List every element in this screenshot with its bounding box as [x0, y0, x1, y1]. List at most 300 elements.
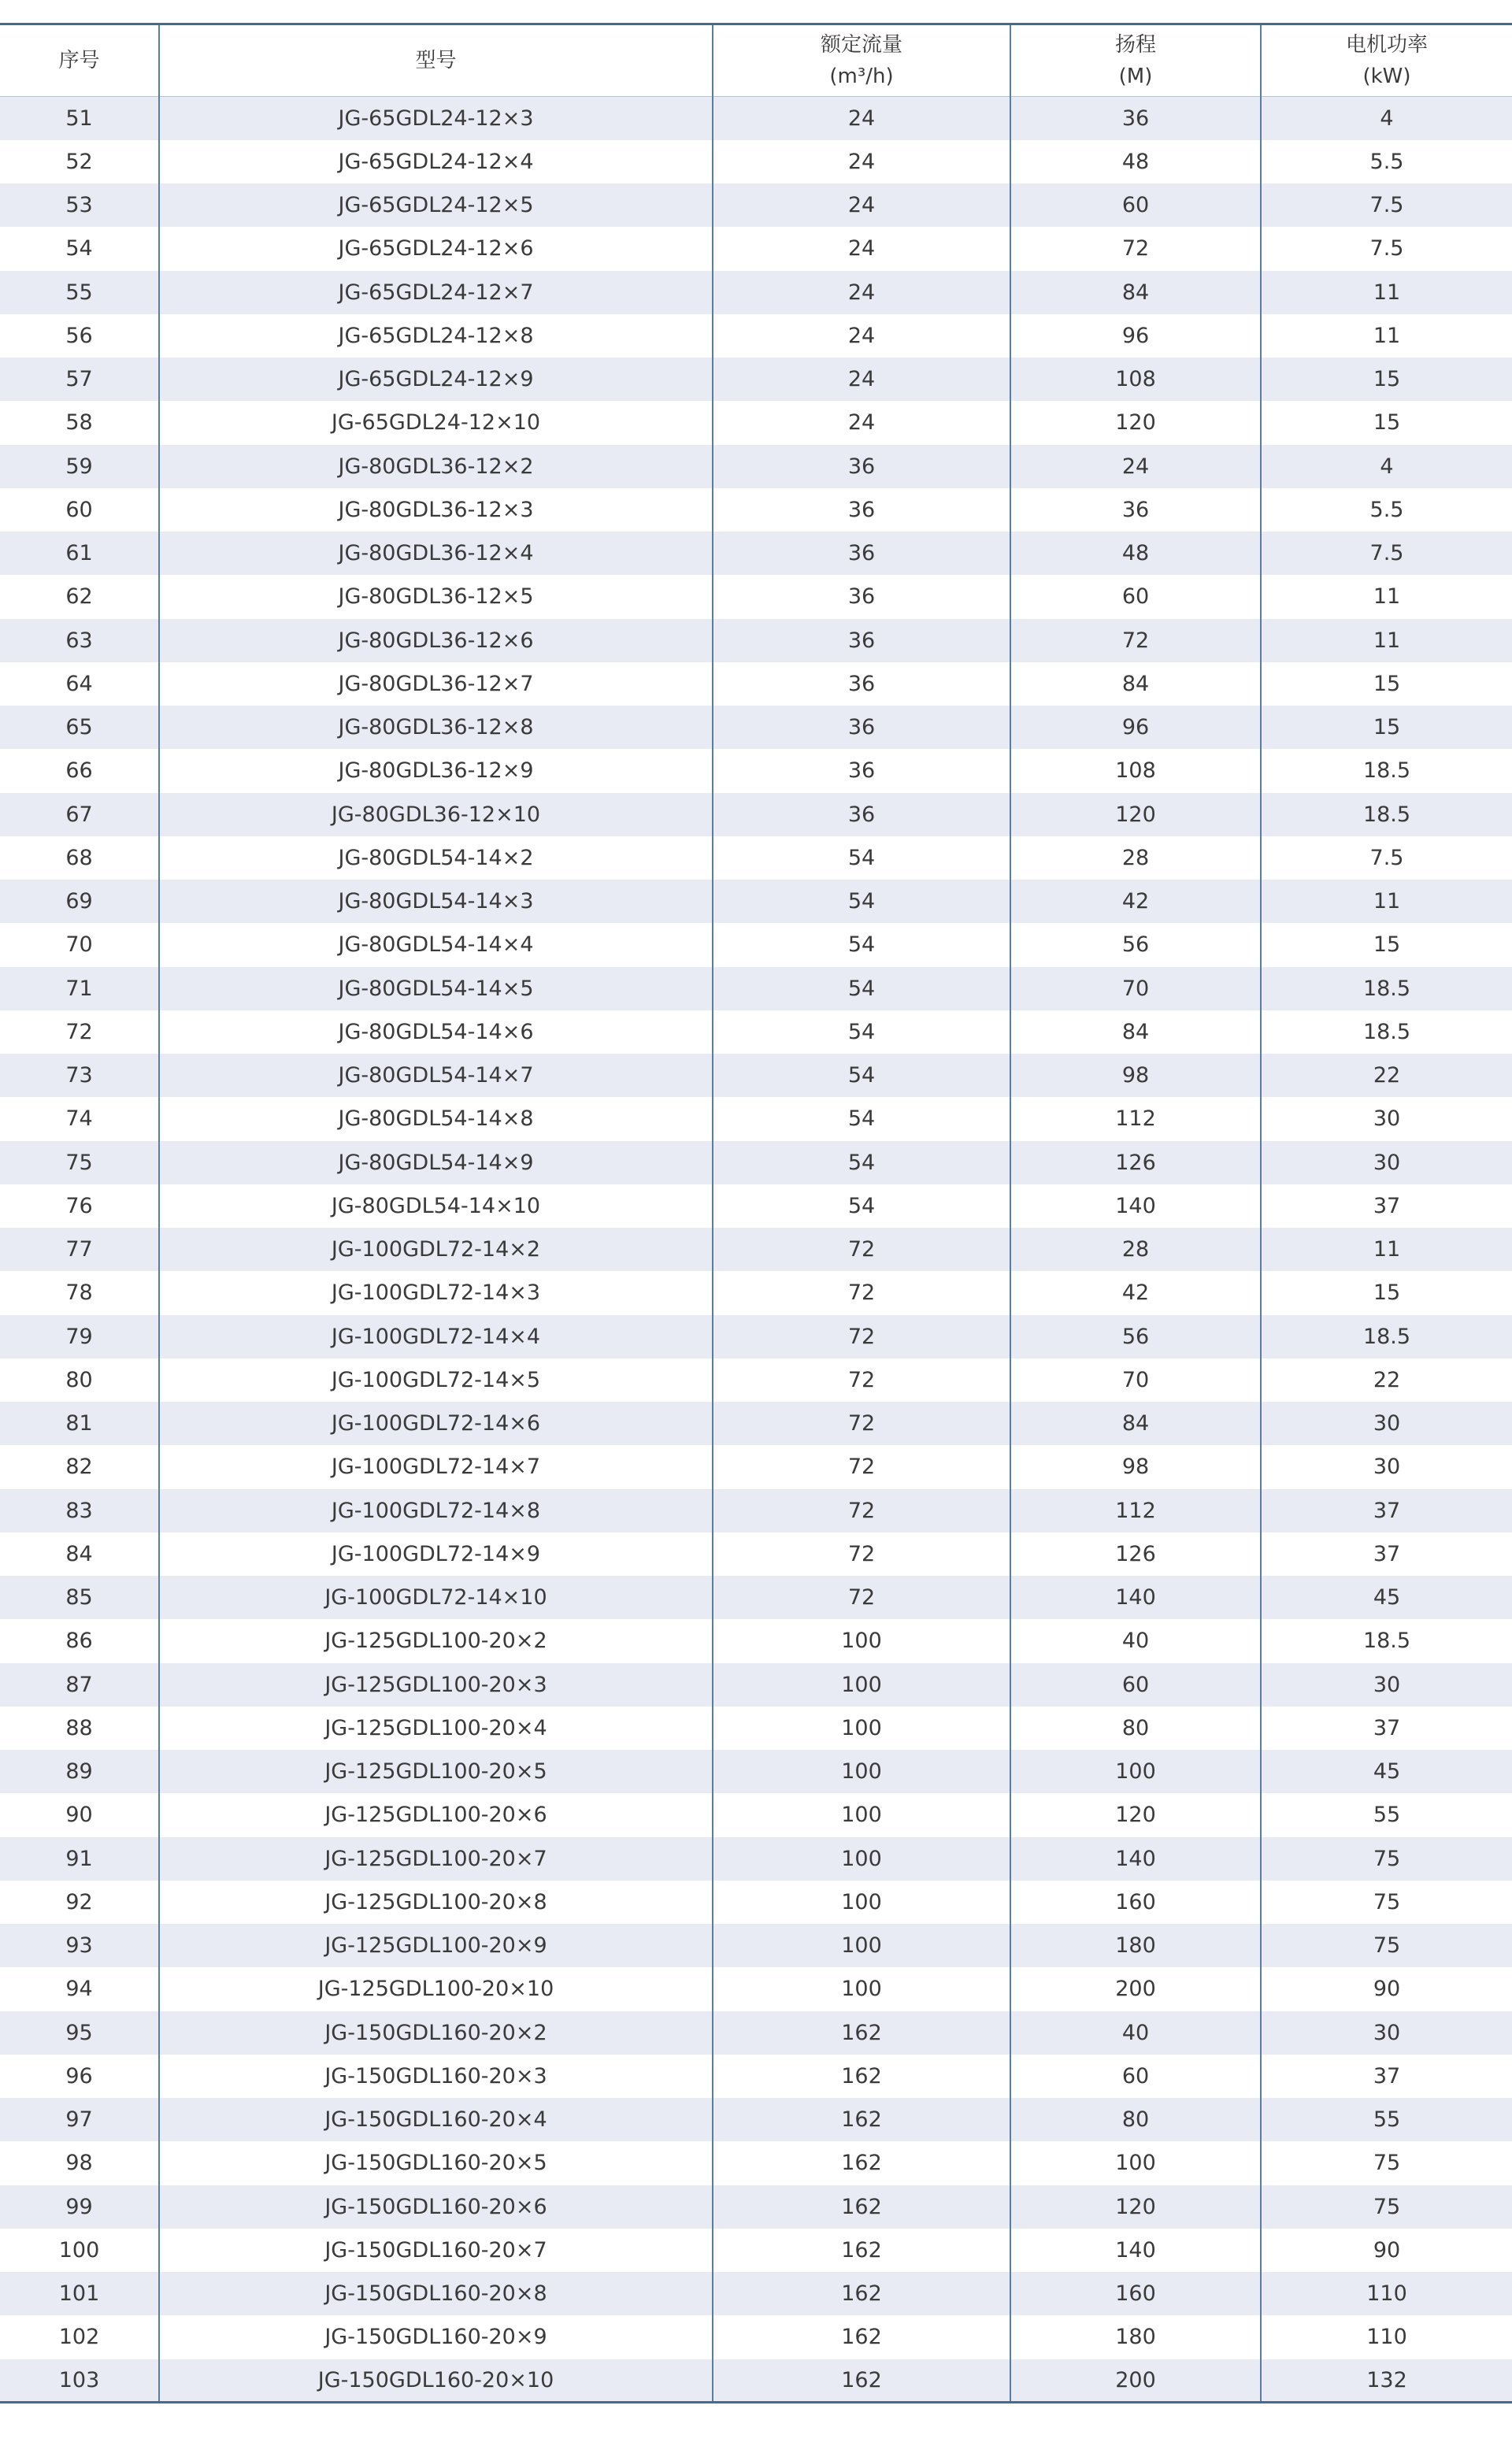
seq-cell: 99	[0, 2185, 159, 2229]
table-row	[0, 1967, 1512, 2011]
model-cell: JG-80GDL54-14×2	[159, 836, 713, 880]
flow-cell: 54	[713, 1141, 1010, 1184]
table-row	[0, 923, 1512, 966]
power-cell: 7.5	[1261, 836, 1512, 880]
seq-cell: 55	[0, 271, 159, 314]
flow-cell: 54	[713, 1054, 1010, 1097]
model-cell: JG-125GDL100-20×9	[159, 1924, 713, 1967]
head-cell: 140	[1010, 2229, 1261, 2272]
power-cell: 22	[1261, 1054, 1512, 1097]
table-row	[0, 1837, 1512, 1881]
seq-cell: 89	[0, 1750, 159, 1793]
table-row	[0, 140, 1512, 183]
power-cell: 18.5	[1261, 967, 1512, 1010]
table-row	[0, 2011, 1512, 2055]
flow-cell: 72	[713, 1445, 1010, 1488]
head-cell: 40	[1010, 1619, 1261, 1662]
table-row	[0, 1532, 1512, 1576]
model-cell: JG-125GDL100-20×7	[159, 1837, 713, 1881]
flow-cell: 54	[713, 923, 1010, 966]
flow-cell: 100	[713, 1663, 1010, 1707]
seq-cell: 95	[0, 2011, 159, 2055]
model-cell: JG-100GDL72-14×9	[159, 1532, 713, 1576]
flow-cell: 36	[713, 793, 1010, 836]
model-cell: JG-150GDL160-20×7	[159, 2229, 713, 2272]
flow-cell: 36	[713, 532, 1010, 575]
model-cell: JG-65GDL24-12×5	[159, 183, 713, 227]
table-row	[0, 314, 1512, 358]
table-row	[0, 1489, 1512, 1532]
seq-cell: 88	[0, 1707, 159, 1750]
head-cell: 42	[1010, 880, 1261, 923]
seq-cell: 100	[0, 2229, 159, 2272]
model-cell: JG-80GDL54-14×8	[159, 1097, 713, 1140]
model-cell: JG-100GDL72-14×7	[159, 1445, 713, 1488]
seq-cell: 87	[0, 1663, 159, 1707]
table-row	[0, 2315, 1512, 2359]
power-cell: 132	[1261, 2359, 1512, 2403]
model-cell: JG-100GDL72-14×8	[159, 1489, 713, 1532]
head-cell: 140	[1010, 1184, 1261, 1228]
model-cell: JG-150GDL160-20×3	[159, 2055, 713, 2098]
power-cell: 15	[1261, 358, 1512, 401]
seq-cell: 102	[0, 2315, 159, 2359]
seq-cell: 69	[0, 880, 159, 923]
table-row	[0, 2055, 1512, 2098]
power-cell: 45	[1261, 1750, 1512, 1793]
power-cell: 11	[1261, 619, 1512, 662]
model-cell: JG-65GDL24-12×9	[159, 358, 713, 401]
head-cell: 28	[1010, 836, 1261, 880]
seq-cell: 94	[0, 1967, 159, 2011]
table-row	[0, 227, 1512, 270]
seq-cell: 85	[0, 1576, 159, 1619]
head-cell: 36	[1010, 97, 1261, 140]
table-row	[0, 1793, 1512, 1836]
table-row	[0, 1707, 1512, 1750]
flow-cell: 54	[713, 836, 1010, 880]
flow-cell: 54	[713, 1184, 1010, 1228]
model-cell: JG-150GDL160-20×6	[159, 2185, 713, 2229]
flow-cell: 54	[713, 880, 1010, 923]
head-cell: 24	[1010, 445, 1261, 488]
table-row	[0, 401, 1512, 444]
power-cell: 11	[1261, 1228, 1512, 1271]
flow-cell: 100	[713, 1750, 1010, 1793]
head-cell: 84	[1010, 1010, 1261, 1054]
table-row	[0, 706, 1512, 749]
head-cell: 112	[1010, 1489, 1261, 1532]
model-cell: JG-80GDL36-12×9	[159, 749, 713, 792]
table-row	[0, 1141, 1512, 1184]
table-row	[0, 749, 1512, 792]
table-row	[0, 1054, 1512, 1097]
seq-cell: 91	[0, 1837, 159, 1881]
head-cell: 126	[1010, 1141, 1261, 1184]
table-row	[0, 488, 1512, 532]
pump-spec-table	[0, 23, 1512, 2403]
flow-cell: 54	[713, 1097, 1010, 1140]
power-cell: 90	[1261, 2229, 1512, 2272]
head-cell: 160	[1010, 2272, 1261, 2315]
header-power	[1261, 24, 1512, 97]
flow-cell: 36	[713, 662, 1010, 706]
head-cell: 108	[1010, 749, 1261, 792]
table-row	[0, 97, 1512, 140]
flow-cell: 162	[713, 2359, 1010, 2403]
seq-cell: 71	[0, 967, 159, 1010]
seq-cell: 68	[0, 836, 159, 880]
power-cell: 37	[1261, 1489, 1512, 1532]
header-head	[1010, 24, 1261, 97]
model-cell: JG-100GDL72-14×10	[159, 1576, 713, 1619]
head-cell: 60	[1010, 1663, 1261, 1707]
table-row	[0, 2229, 1512, 2272]
flow-cell: 162	[713, 2141, 1010, 2185]
model-cell: JG-150GDL160-20×8	[159, 2272, 713, 2315]
head-cell: 80	[1010, 2098, 1261, 2141]
head-cell: 48	[1010, 532, 1261, 575]
model-cell: JG-150GDL160-20×2	[159, 2011, 713, 2055]
seq-cell: 80	[0, 1358, 159, 1402]
head-cell: 108	[1010, 358, 1261, 401]
power-cell: 75	[1261, 2141, 1512, 2185]
head-cell: 28	[1010, 1228, 1261, 1271]
header-model	[159, 24, 713, 97]
table-row	[0, 2272, 1512, 2315]
power-cell: 18.5	[1261, 1619, 1512, 1662]
power-cell: 7.5	[1261, 227, 1512, 270]
header-power-unit: (kW)	[1362, 65, 1411, 88]
head-cell: 120	[1010, 793, 1261, 836]
flow-cell: 162	[713, 2272, 1010, 2315]
power-cell: 15	[1261, 662, 1512, 706]
table-row	[0, 2359, 1512, 2403]
model-cell: JG-125GDL100-20×6	[159, 1793, 713, 1836]
seq-cell: 54	[0, 227, 159, 270]
model-cell: JG-150GDL160-20×4	[159, 2098, 713, 2141]
power-cell: 75	[1261, 1837, 1512, 1881]
flow-cell: 24	[713, 314, 1010, 358]
header-model-label: 型号	[415, 49, 457, 72]
model-cell: JG-65GDL24-12×3	[159, 97, 713, 140]
head-cell: 84	[1010, 662, 1261, 706]
flow-cell: 100	[713, 1619, 1010, 1662]
power-cell: 22	[1261, 1358, 1512, 1402]
flow-cell: 100	[713, 1707, 1010, 1750]
head-cell: 36	[1010, 488, 1261, 532]
power-cell: 55	[1261, 2098, 1512, 2141]
flow-cell: 162	[713, 2185, 1010, 2229]
seq-cell: 79	[0, 1315, 159, 1358]
power-cell: 7.5	[1261, 183, 1512, 227]
table-row	[0, 619, 1512, 662]
power-cell: 30	[1261, 1141, 1512, 1184]
head-cell: 200	[1010, 1967, 1261, 2011]
seq-cell: 74	[0, 1097, 159, 1140]
flow-cell: 24	[713, 401, 1010, 444]
head-cell: 96	[1010, 706, 1261, 749]
power-cell: 37	[1261, 1707, 1512, 1750]
power-cell: 5.5	[1261, 140, 1512, 183]
seq-cell: 56	[0, 314, 159, 358]
head-cell: 98	[1010, 1054, 1261, 1097]
flow-cell: 72	[713, 1271, 1010, 1314]
table-row	[0, 967, 1512, 1010]
seq-cell: 62	[0, 575, 159, 618]
table-row	[0, 445, 1512, 488]
model-cell: JG-80GDL54-14×7	[159, 1054, 713, 1097]
head-cell: 40	[1010, 2011, 1261, 2055]
table-row	[0, 880, 1512, 923]
head-cell: 48	[1010, 140, 1261, 183]
seq-cell: 81	[0, 1402, 159, 1445]
head-cell: 126	[1010, 1532, 1261, 1576]
table-row	[0, 532, 1512, 575]
seq-cell: 51	[0, 97, 159, 140]
model-cell: JG-80GDL36-12×8	[159, 706, 713, 749]
head-cell: 120	[1010, 1793, 1261, 1836]
seq-cell: 78	[0, 1271, 159, 1314]
flow-cell: 162	[713, 2098, 1010, 2141]
seq-cell: 82	[0, 1445, 159, 1488]
seq-cell: 73	[0, 1054, 159, 1097]
head-cell: 42	[1010, 1271, 1261, 1314]
head-cell: 200	[1010, 2359, 1261, 2403]
head-cell: 80	[1010, 1707, 1261, 1750]
model-cell: JG-80GDL54-14×9	[159, 1141, 713, 1184]
seq-cell: 86	[0, 1619, 159, 1662]
seq-cell: 83	[0, 1489, 159, 1532]
model-cell: JG-150GDL160-20×5	[159, 2141, 713, 2185]
model-cell: JG-80GDL36-12×7	[159, 662, 713, 706]
flow-cell: 100	[713, 1881, 1010, 1924]
header-row	[0, 24, 1512, 97]
model-cell: JG-65GDL24-12×6	[159, 227, 713, 270]
model-cell: JG-80GDL36-12×4	[159, 532, 713, 575]
seq-cell: 76	[0, 1184, 159, 1228]
flow-cell: 36	[713, 445, 1010, 488]
head-cell: 180	[1010, 2315, 1261, 2359]
seq-cell: 75	[0, 1141, 159, 1184]
seq-cell: 65	[0, 706, 159, 749]
model-cell: JG-100GDL72-14×4	[159, 1315, 713, 1358]
head-cell: 96	[1010, 314, 1261, 358]
seq-cell: 101	[0, 2272, 159, 2315]
power-cell: 15	[1261, 401, 1512, 444]
power-cell: 110	[1261, 2315, 1512, 2359]
seq-cell: 57	[0, 358, 159, 401]
model-cell: JG-80GDL54-14×6	[159, 1010, 713, 1054]
table-row	[0, 1619, 1512, 1662]
head-cell: 60	[1010, 183, 1261, 227]
power-cell: 75	[1261, 1881, 1512, 1924]
flow-cell: 24	[713, 97, 1010, 140]
flow-cell: 36	[713, 488, 1010, 532]
head-cell: 70	[1010, 967, 1261, 1010]
head-cell: 100	[1010, 1750, 1261, 1793]
power-cell: 37	[1261, 2055, 1512, 2098]
head-cell: 70	[1010, 1358, 1261, 1402]
head-cell: 120	[1010, 401, 1261, 444]
flow-cell: 24	[713, 140, 1010, 183]
seq-cell: 64	[0, 662, 159, 706]
header-seq-label: 序号	[58, 49, 100, 72]
table-body	[0, 97, 1512, 2403]
table-row	[0, 1576, 1512, 1619]
table-row	[0, 836, 1512, 880]
model-cell: JG-125GDL100-20×5	[159, 1750, 713, 1793]
flow-cell: 36	[713, 706, 1010, 749]
head-cell: 112	[1010, 1097, 1261, 1140]
power-cell: 90	[1261, 1967, 1512, 2011]
header-head-unit: (M)	[1118, 65, 1153, 88]
flow-cell: 24	[713, 271, 1010, 314]
model-cell: JG-65GDL24-12×7	[159, 271, 713, 314]
power-cell: 30	[1261, 1663, 1512, 1707]
flow-cell: 54	[713, 1010, 1010, 1054]
table-row	[0, 1924, 1512, 1967]
table-row	[0, 1184, 1512, 1228]
seq-cell: 66	[0, 749, 159, 792]
seq-cell: 98	[0, 2141, 159, 2185]
table-row	[0, 1750, 1512, 1793]
model-cell: JG-65GDL24-12×4	[159, 140, 713, 183]
table-row	[0, 575, 1512, 618]
header-power-label: 电机功率	[1345, 33, 1428, 57]
model-cell: JG-80GDL36-12×2	[159, 445, 713, 488]
model-cell: JG-80GDL54-14×3	[159, 880, 713, 923]
head-cell: 120	[1010, 2185, 1261, 2229]
power-cell: 30	[1261, 1445, 1512, 1488]
flow-cell: 100	[713, 1967, 1010, 2011]
model-cell: JG-150GDL160-20×10	[159, 2359, 713, 2403]
flow-cell: 162	[713, 2315, 1010, 2359]
power-cell: 4	[1261, 97, 1512, 140]
head-cell: 56	[1010, 923, 1261, 966]
head-cell: 98	[1010, 1445, 1261, 1488]
power-cell: 11	[1261, 271, 1512, 314]
model-cell: JG-65GDL24-12×8	[159, 314, 713, 358]
head-cell: 72	[1010, 227, 1261, 270]
flow-cell: 162	[713, 2011, 1010, 2055]
header-head-label: 扬程	[1114, 33, 1156, 57]
flow-cell: 72	[713, 1576, 1010, 1619]
model-cell: JG-65GDL24-12×10	[159, 401, 713, 444]
seq-cell: 59	[0, 445, 159, 488]
header-flow-unit: (m³/h)	[829, 65, 894, 88]
model-cell: JG-100GDL72-14×5	[159, 1358, 713, 1402]
power-cell: 18.5	[1261, 749, 1512, 792]
table-row	[0, 1402, 1512, 1445]
table-row	[0, 1663, 1512, 1707]
table-row	[0, 271, 1512, 314]
seq-cell: 92	[0, 1881, 159, 1924]
seq-cell: 103	[0, 2359, 159, 2403]
table-row	[0, 183, 1512, 227]
power-cell: 30	[1261, 1097, 1512, 1140]
table-row	[0, 1228, 1512, 1271]
head-cell: 60	[1010, 575, 1261, 618]
power-cell: 45	[1261, 1576, 1512, 1619]
head-cell: 56	[1010, 1315, 1261, 1358]
seq-cell: 67	[0, 793, 159, 836]
header-seq	[0, 24, 159, 97]
seq-cell: 84	[0, 1532, 159, 1576]
table-row	[0, 2185, 1512, 2229]
model-cell: JG-80GDL36-12×10	[159, 793, 713, 836]
head-cell: 160	[1010, 1881, 1261, 1924]
pump-spec-sheet	[0, 23, 1512, 2403]
model-cell: JG-80GDL54-14×10	[159, 1184, 713, 1228]
flow-cell: 72	[713, 1228, 1010, 1271]
flow-cell: 24	[713, 227, 1010, 270]
table-row	[0, 1358, 1512, 1402]
flow-cell: 72	[713, 1402, 1010, 1445]
flow-cell: 162	[713, 2229, 1010, 2272]
flow-cell: 72	[713, 1489, 1010, 1532]
seq-cell: 96	[0, 2055, 159, 2098]
power-cell: 75	[1261, 2185, 1512, 2229]
model-cell: JG-125GDL100-20×2	[159, 1619, 713, 1662]
table-row	[0, 1881, 1512, 1924]
flow-cell: 162	[713, 2055, 1010, 2098]
power-cell: 55	[1261, 1793, 1512, 1836]
power-cell: 18.5	[1261, 1010, 1512, 1054]
flow-cell: 24	[713, 358, 1010, 401]
seq-cell: 60	[0, 488, 159, 532]
model-cell: JG-100GDL72-14×2	[159, 1228, 713, 1271]
seq-cell: 53	[0, 183, 159, 227]
flow-cell: 54	[713, 967, 1010, 1010]
power-cell: 110	[1261, 2272, 1512, 2315]
flow-cell: 36	[713, 575, 1010, 618]
model-cell: JG-80GDL54-14×4	[159, 923, 713, 966]
seq-cell: 58	[0, 401, 159, 444]
power-cell: 11	[1261, 575, 1512, 618]
seq-cell: 77	[0, 1228, 159, 1271]
model-cell: JG-80GDL36-12×5	[159, 575, 713, 618]
power-cell: 11	[1261, 314, 1512, 358]
model-cell: JG-80GDL36-12×3	[159, 488, 713, 532]
model-cell: JG-100GDL72-14×6	[159, 1402, 713, 1445]
model-cell: JG-80GDL54-14×5	[159, 967, 713, 1010]
table-row	[0, 793, 1512, 836]
model-cell: JG-80GDL36-12×6	[159, 619, 713, 662]
flow-cell: 36	[713, 619, 1010, 662]
table-row	[0, 1445, 1512, 1488]
model-cell: JG-125GDL100-20×3	[159, 1663, 713, 1707]
seq-cell: 93	[0, 1924, 159, 1967]
table-row	[0, 358, 1512, 401]
power-cell: 15	[1261, 706, 1512, 749]
table-row	[0, 1010, 1512, 1054]
head-cell: 84	[1010, 1402, 1261, 1445]
flow-cell: 100	[713, 1837, 1010, 1881]
model-cell: JG-125GDL100-20×10	[159, 1967, 713, 2011]
head-cell: 72	[1010, 619, 1261, 662]
seq-cell: 61	[0, 532, 159, 575]
model-cell: JG-100GDL72-14×3	[159, 1271, 713, 1314]
flow-cell: 72	[713, 1532, 1010, 1576]
seq-cell: 90	[0, 1793, 159, 1836]
header-flow-label: 额定流量	[820, 33, 902, 57]
flow-cell: 100	[713, 1924, 1010, 1967]
seq-cell: 63	[0, 619, 159, 662]
power-cell: 4	[1261, 445, 1512, 488]
power-cell: 15	[1261, 923, 1512, 966]
flow-cell: 36	[713, 749, 1010, 792]
